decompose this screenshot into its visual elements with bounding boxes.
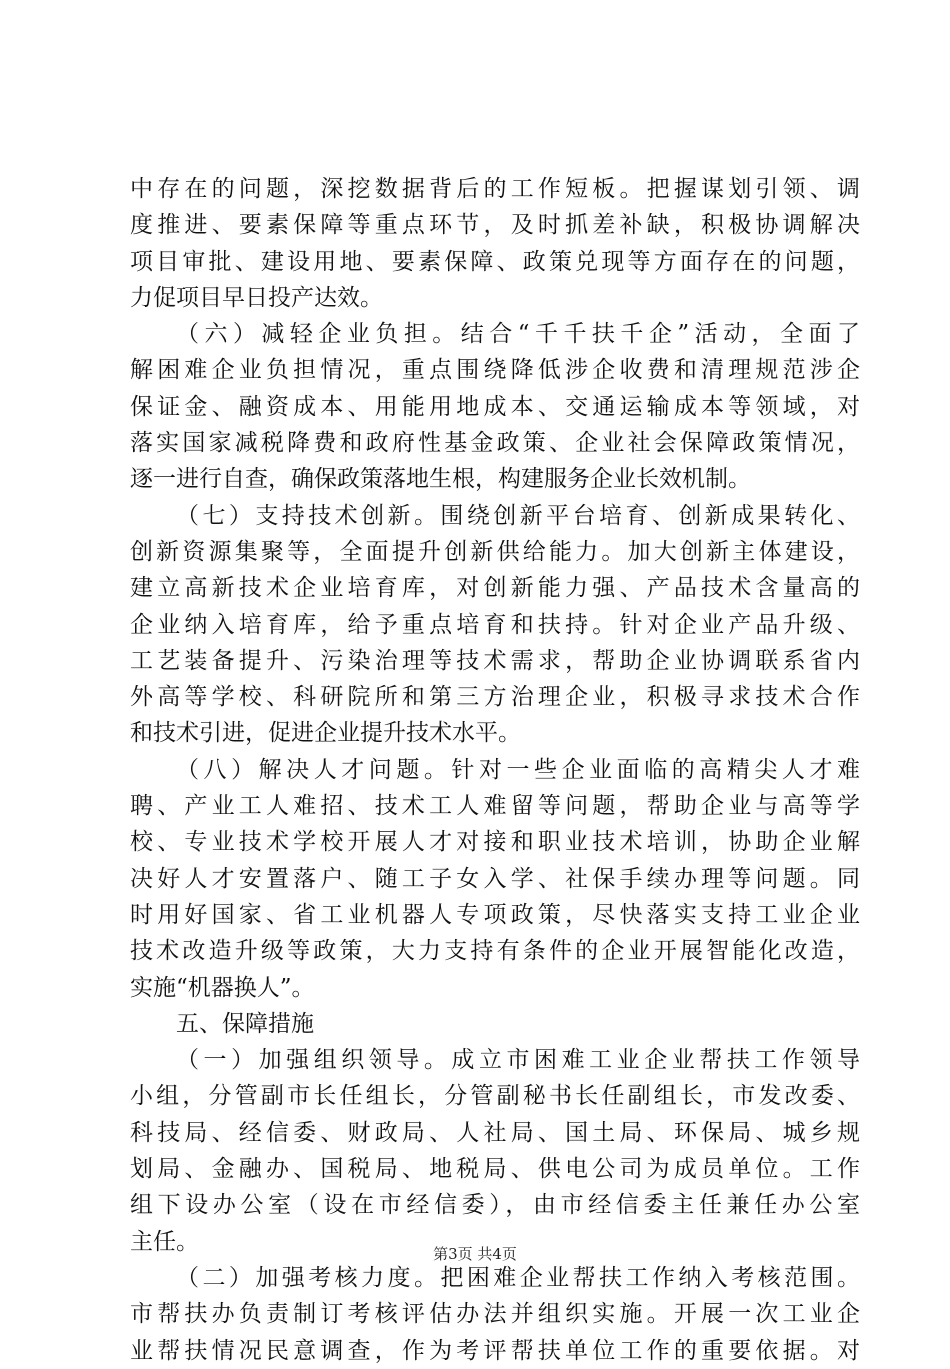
text-line: 项目审批、建设用地、要素保障、政策兑现等方面存在的问题， [130,248,860,275]
page-footer: 第3页 共4页 [433,1245,517,1263]
text-line: （一）加强组织领导。成立市困难工业企业帮扶工作领导 [176,1047,860,1074]
text-line: 业帮扶情况民意调查，作为考评帮扶单位工作的重要依据。对 [130,1337,860,1364]
text-line: （二）加强考核力度。把困难企业帮扶工作纳入考核范围。 [176,1264,860,1291]
text-line: 市帮扶办负责制订考核评估办法并组织实施。开展一次工业企 [130,1301,860,1328]
text-line: 创新资源集聚等，全面提升创新供给能力。加大创新主体建设， [130,538,860,565]
text-line: 力促项目早日投产达效。 [130,284,383,311]
text-line: 逐一进行自查，确保政策落地生根，构建服务企业长效机制。 [130,466,751,493]
text-line: （八）解决人才问题。针对一些企业面临的高精尖人才难 [176,756,860,783]
text-line: 五、保障措施 [176,1010,314,1037]
text-line: 解困难企业负担情况，重点围绕降低涉企收费和清理规范涉企 [130,357,860,384]
text-line: 中存在的问题，深挖数据背后的工作短板。把握谋划引领、调 [130,176,860,202]
text-line: 技术改造升级等政策，大力支持有条件的企业开展智能化改造， [130,938,860,965]
text-line: 聘、产业工人难招、技术工人难留等问题，帮助企业与高等学 [130,793,860,820]
body-text [130,171,860,1369]
text-line: 实施“机器换人”。 [130,974,315,1001]
text-line: 科技局、经信委、财政局、人社局、国土局、环保局、城乡规 [130,1119,860,1146]
text-line: 和技术引进，促进企业提升技术水平。 [130,720,521,747]
text-line: 组下设办公室（设在市经信委），由市经信委主任兼任办公室 [130,1192,860,1219]
text-line: 主任。 [130,1228,199,1255]
text-line: 划局、金融办、国税局、地税局、供电公司为成员单位。工作 [130,1156,860,1183]
text-line: 度推进、要素保障等重点环节，及时抓差补缺，积极协调解决 [130,212,860,239]
text-line: 校、专业技术学校开展人才对接和职业技术培训，协助企业解 [130,829,860,856]
text-line: 时用好国家、省工业机器人专项政策，尽快落实支持工业企业 [130,901,860,928]
text-line: 保证金、融资成本、用能用地成本、交通运输成本等领域，对 [130,393,860,420]
text-line: 企业纳入培育库，给予重点培育和扶持。针对企业产品升级、 [130,611,860,638]
text-line: 落实国家减税降费和政府性基金政策、企业社会保障政策情况， [130,430,860,457]
text-line: （六）减轻企业负担。结合“千千扶千企”活动，全面了 [176,321,860,348]
text-line: 小组，分管副市长任组长，分管副秘书长任副组长，市发改委、 [130,1083,860,1110]
text-line: 外高等学校、科研院所和第三方治理企业，积极寻求技术合作 [130,684,860,711]
text-line: 决好人才安置落户、随工子女入学、社保手续办理等问题。同 [130,865,860,892]
text-line: 建立高新技术企业培育库，对创新能力强、产品技术含量高的 [130,575,860,602]
text-line: 工艺装备提升、污染治理等技术需求，帮助企业协调联系省内 [130,647,860,674]
text-line: （七）支持技术创新。围绕创新平台培育、创新成果转化、 [176,502,860,529]
